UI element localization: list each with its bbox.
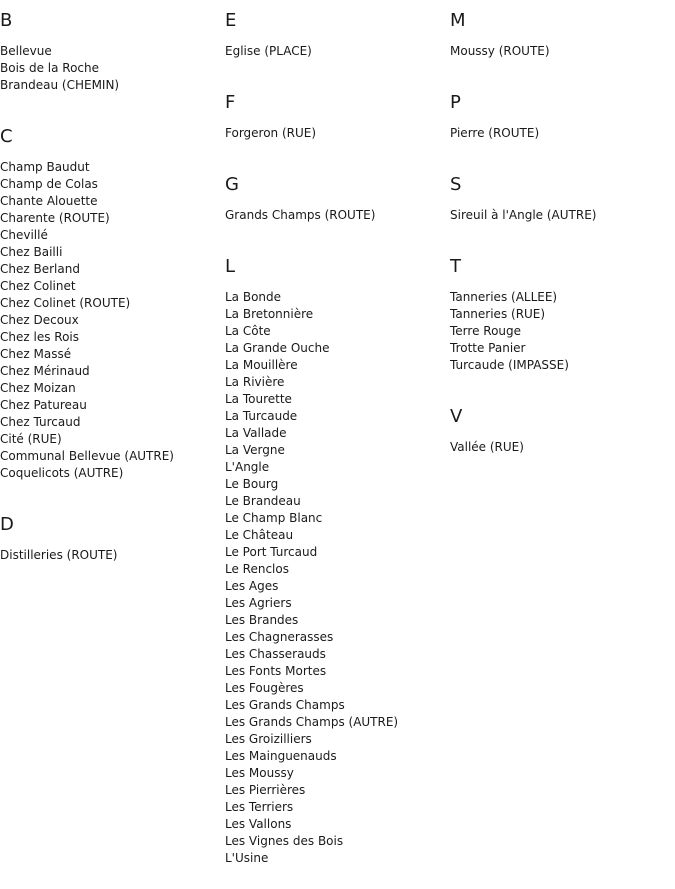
street-link[interactable]: L'Usine xyxy=(225,851,269,865)
letter-section-p xyxy=(450,82,670,164)
street-link[interactable]: Chez Bailli xyxy=(0,245,63,259)
letter-section-m xyxy=(450,0,670,82)
street-link[interactable]: Eglise (PLACE) xyxy=(225,44,312,58)
street-link[interactable]: Grands Champs (ROUTE) xyxy=(225,208,376,222)
street-link[interactable]: La Bretonnière xyxy=(225,307,314,321)
letter-heading: F xyxy=(225,92,236,113)
letter-heading: T xyxy=(450,256,462,277)
street-link[interactable]: Les Vallons xyxy=(225,817,292,831)
street-link[interactable]: Chez Decoux xyxy=(0,313,79,327)
street-link[interactable]: La Vallade xyxy=(225,426,287,440)
letter-heading: M xyxy=(450,10,467,31)
letter-section-l xyxy=(225,246,445,889)
letter-heading: P xyxy=(450,92,462,113)
street-link[interactable]: Distilleries (ROUTE) xyxy=(0,548,118,562)
street-link[interactable]: Turcaude (IMPASSE) xyxy=(450,358,569,372)
street-link[interactable]: Le Bourg xyxy=(225,477,279,491)
street-link[interactable]: Pierre (ROUTE) xyxy=(450,126,540,140)
street-link[interactable]: Chevillé xyxy=(0,228,48,242)
street-link[interactable]: Chez Patureau xyxy=(0,398,87,412)
street-link[interactable]: Chez Moizan xyxy=(0,381,76,395)
index-column-2 xyxy=(225,0,445,889)
street-link[interactable]: Bois de la Roche xyxy=(0,61,100,75)
street-link[interactable]: Le Château xyxy=(225,528,294,542)
street-list xyxy=(450,113,670,164)
street-link[interactable]: Moussy (ROUTE) xyxy=(450,44,550,58)
letter-section-v xyxy=(450,396,670,478)
street-link[interactable]: La Turcaude xyxy=(225,409,298,423)
letter-section-d xyxy=(0,504,220,586)
street-list xyxy=(0,147,220,504)
letter-section-c xyxy=(0,116,220,504)
index-column-3 xyxy=(450,0,670,478)
street-link[interactable]: Les Grands Champs xyxy=(225,698,345,712)
street-list xyxy=(0,535,220,586)
street-link[interactable]: Les Groizilliers xyxy=(225,732,312,746)
street-link[interactable]: Les Fonts Mortes xyxy=(225,664,327,678)
street-link[interactable]: Les Pierrières xyxy=(225,783,306,797)
street-link[interactable]: Chez Berland xyxy=(0,262,80,276)
street-link[interactable]: Les Mainguenauds xyxy=(225,749,337,763)
street-link[interactable]: Forgeron (RUE) xyxy=(225,126,317,140)
street-link[interactable]: Les Grands Champs (AUTRE) xyxy=(225,715,399,729)
street-link[interactable]: Bellevue xyxy=(0,44,52,58)
letter-heading: B xyxy=(0,10,13,31)
street-link[interactable]: Les Moussy xyxy=(225,766,294,780)
street-link[interactable]: Chez Colinet xyxy=(0,279,76,293)
letter-section-f xyxy=(225,82,445,164)
street-link[interactable]: La Côte xyxy=(225,324,271,338)
letter-heading: S xyxy=(450,174,462,195)
street-list xyxy=(225,113,445,164)
street-link[interactable]: Chez Turcaud xyxy=(0,415,81,429)
street-link[interactable]: Chez Colinet (ROUTE) xyxy=(0,296,131,310)
street-link[interactable]: Chante Alouette xyxy=(0,194,98,208)
street-link[interactable]: Le Brandeau xyxy=(225,494,301,508)
street-link[interactable]: La Vergne xyxy=(225,443,285,457)
street-link[interactable]: Les Fougères xyxy=(225,681,304,695)
street-list xyxy=(225,277,445,889)
street-link[interactable]: La Rivière xyxy=(225,375,285,389)
street-list xyxy=(225,195,445,246)
street-link[interactable]: Champ de Colas xyxy=(0,177,98,191)
letter-heading: D xyxy=(0,514,15,535)
street-list xyxy=(450,427,670,478)
street-link[interactable]: Vallée (RUE) xyxy=(450,440,524,454)
street-link[interactable]: Terre Rouge xyxy=(450,324,522,338)
street-link[interactable]: Champ Baudut xyxy=(0,160,90,174)
letter-section-b xyxy=(0,0,220,116)
letter-section-s xyxy=(450,164,670,246)
street-link[interactable]: Chez Mérinaud xyxy=(0,364,90,378)
street-link[interactable]: Les Chasserauds xyxy=(225,647,326,661)
letter-heading: C xyxy=(0,126,14,147)
street-link[interactable]: Chez les Rois xyxy=(0,330,79,344)
street-list xyxy=(450,195,670,246)
street-link[interactable]: La Tourette xyxy=(225,392,292,406)
street-link[interactable]: Les Ages xyxy=(225,579,279,593)
street-link[interactable]: La Grande Ouche xyxy=(225,341,330,355)
street-link[interactable]: Trotte Panier xyxy=(450,341,526,355)
street-link[interactable]: L'Angle xyxy=(225,460,270,474)
letter-section-e xyxy=(225,0,445,82)
street-link[interactable]: Communal Bellevue (AUTRE) xyxy=(0,449,174,463)
street-list xyxy=(450,31,670,82)
letter-heading: L xyxy=(225,256,236,277)
street-list xyxy=(450,277,670,396)
street-link[interactable]: Les Vignes des Bois xyxy=(225,834,344,848)
street-link[interactable]: Les Agriers xyxy=(225,596,292,610)
letter-heading: E xyxy=(225,10,237,31)
letter-heading: G xyxy=(225,174,240,195)
index-column-1 xyxy=(0,0,220,586)
street-link[interactable]: Les Brandes xyxy=(225,613,299,627)
street-link[interactable]: Le Renclos xyxy=(225,562,289,576)
street-link[interactable]: La Mouillère xyxy=(225,358,298,372)
street-link[interactable]: Le Port Turcaud xyxy=(225,545,318,559)
street-link[interactable]: Chez Massé xyxy=(0,347,72,361)
street-link[interactable]: Tanneries (ALLEE) xyxy=(450,290,558,304)
street-link[interactable]: Charente (ROUTE) xyxy=(0,211,110,225)
street-link[interactable]: Brandeau (CHEMIN) xyxy=(0,78,120,92)
street-link[interactable]: Le Champ Blanc xyxy=(225,511,323,525)
letter-section-t xyxy=(450,246,670,396)
street-list xyxy=(225,31,445,82)
street-link[interactable]: Les Chagnerasses xyxy=(225,630,334,644)
street-link[interactable]: Sireuil à l'Angle (AUTRE) xyxy=(450,208,597,222)
letter-section-g xyxy=(225,164,445,246)
street-link[interactable]: Coquelicots (AUTRE) xyxy=(0,466,124,480)
letter-heading: V xyxy=(450,406,463,427)
street-link[interactable]: La Bonde xyxy=(225,290,282,304)
street-link[interactable]: Tanneries (RUE) xyxy=(450,307,546,321)
street-link[interactable]: Les Terriers xyxy=(225,800,294,814)
street-list xyxy=(0,31,220,116)
street-link[interactable]: Cité (RUE) xyxy=(0,432,62,446)
